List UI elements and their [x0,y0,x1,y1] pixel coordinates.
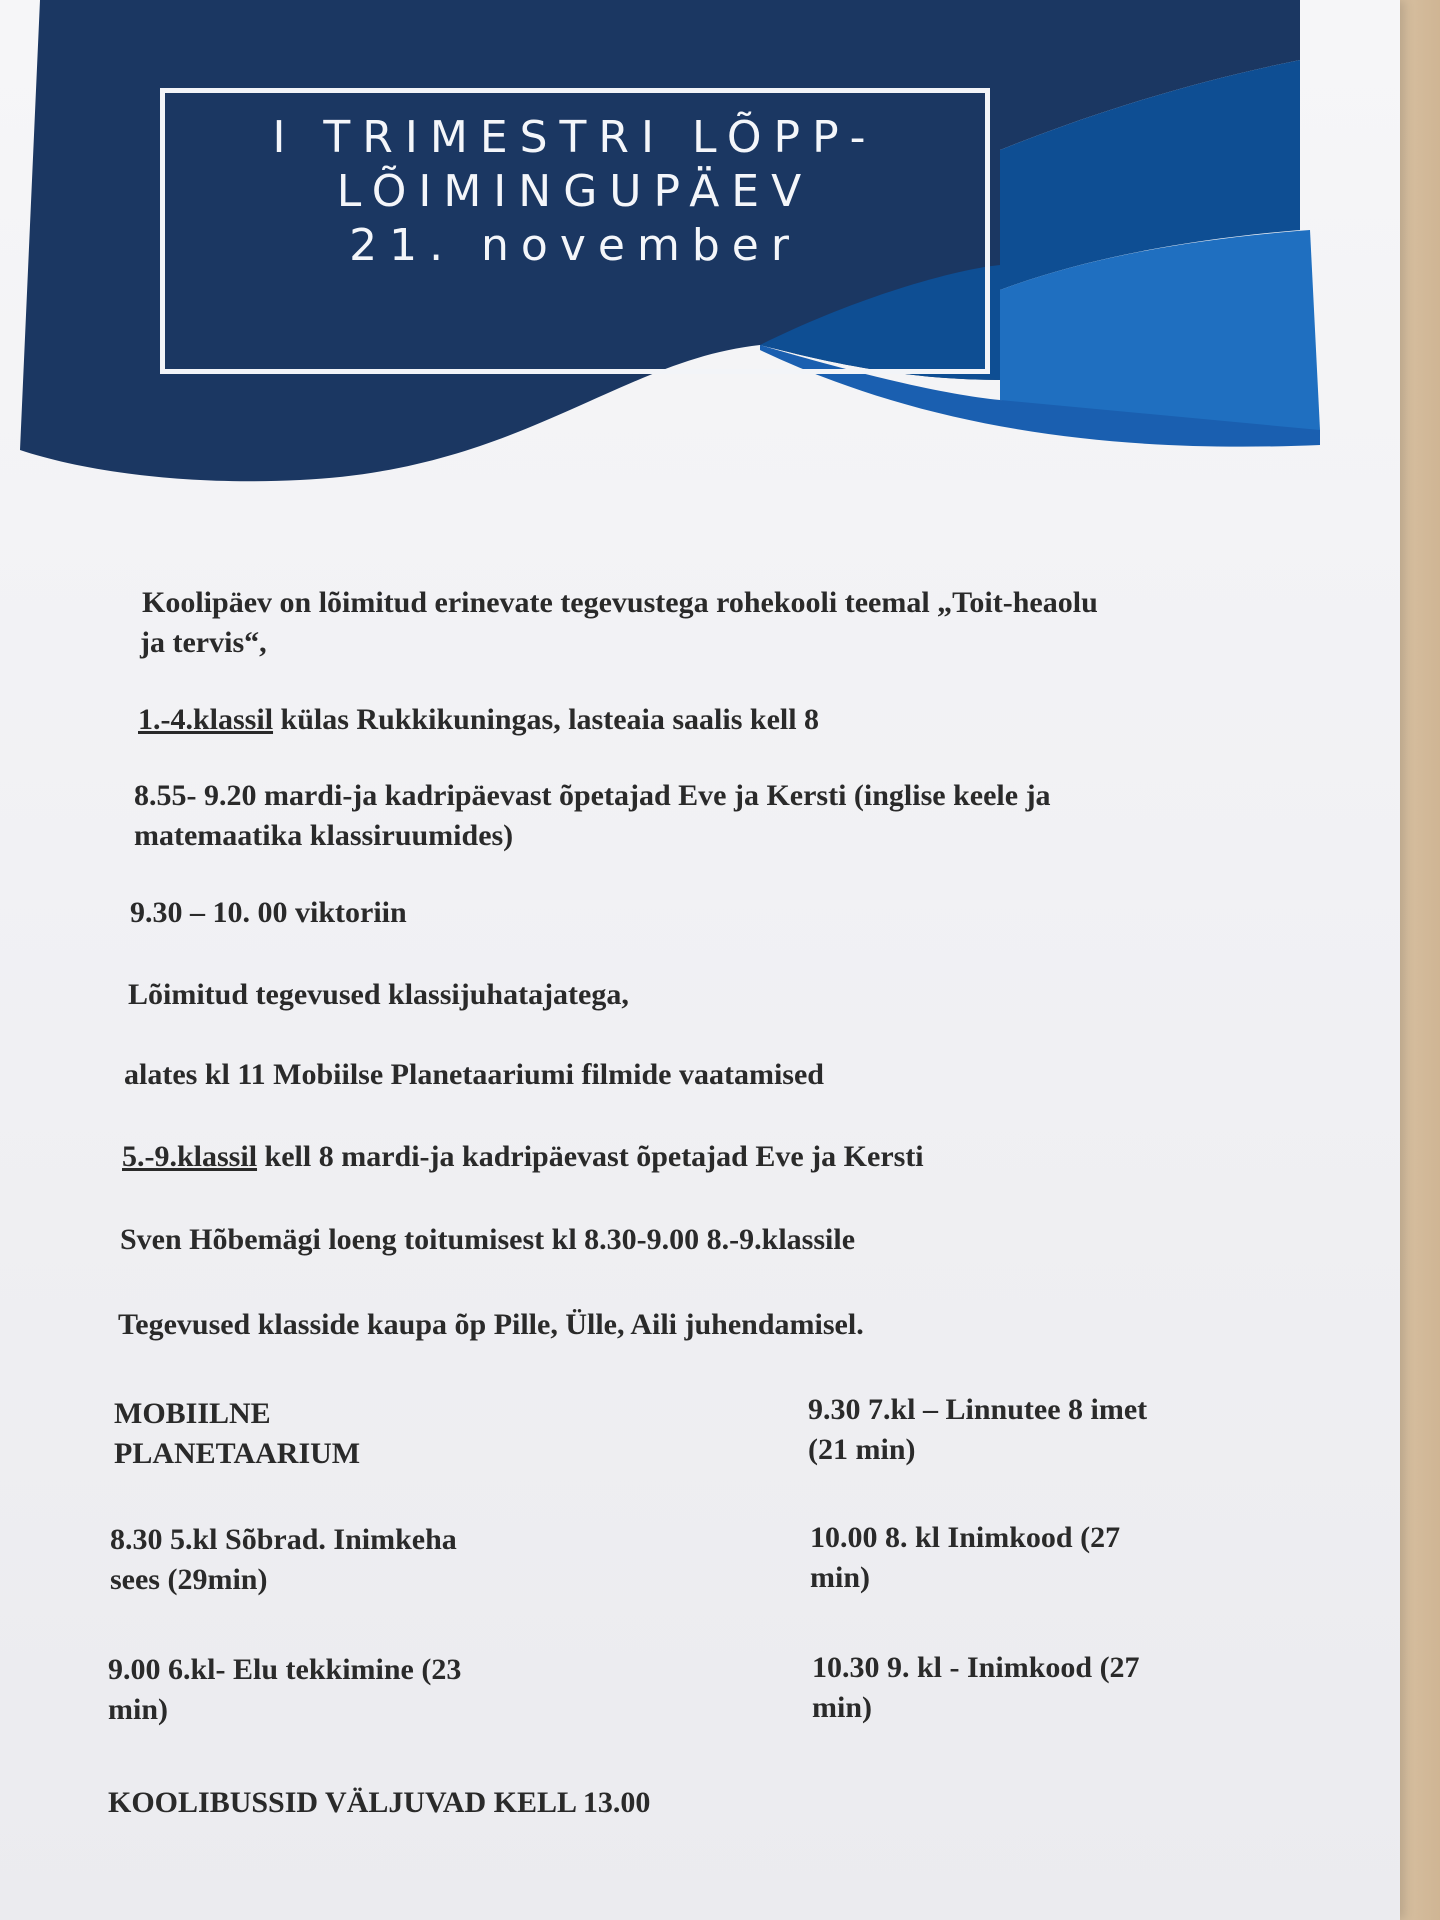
grade-5-9-line [122,1137,924,1177]
title-date: 21. november [349,220,801,271]
planetarium-heading [114,1394,360,1474]
grade-5-9-label: 5.-9.klassil [122,1140,258,1173]
schedule-item-4: Lõimitud tegevused klassijuhatajatega, [128,978,629,1011]
grade-1-4-label: 1.-4.klassil [138,703,274,736]
grade-1-4-text: külas Rukkikuningas, lasteaia saalis kell 8 [273,703,820,736]
title-line-2: LÕIMINGUPÄEV [336,166,814,217]
intro-line-2: ja tervis“, [140,626,267,659]
planetarium-heading-line-1: MOBIILNE [114,1397,271,1430]
planetarium-left-item-2: 9.00 6.kl- Elu tekkimine (23 min) [108,1653,462,1726]
title-frame [160,88,990,374]
title-line-1: I TRIMESTRI LÕPP- [272,112,878,163]
intro-line-1: Koolipäev on lõimitud erinevate tegevustega rohekooli teemal „Toit-heaolu [142,586,1098,619]
planetarium-right-item-2: 10.00 8. kl Inimkood (27 min) [810,1521,1121,1594]
schedule-item-2-line-1: 8.55- 9.20 mardi-ja kadripäevast õpetajad Eve ja Kersti (inglise keele ja [134,779,1051,812]
schedule-item-5: alates kl 11 Mobiilse Planetaariumi filmide vaatamised [124,1058,824,1091]
grade-1-4-line [138,700,819,740]
bus-notice: KOOLIBUSSID VÄLJUVAD KELL 13.00 [108,1786,651,1819]
planetarium-heading-line-2: PLANETAARIUM [114,1437,361,1470]
schedule-item-3: 9.30 – 10. 00 viktoriin [130,896,407,929]
planetarium-right-item-3: 10.30 9. kl - Inimkood (27 min) [812,1651,1140,1724]
planetarium-right-item-1: 9.30 7.kl – Linnutee 8 imet (21 min) [808,1393,1148,1466]
planetarium-left-item-1: 8.30 5.kl Sõbrad. Inimkeha sees (29min) [110,1523,457,1596]
schedule-item-8: Tegevused klasside kaupa õp Pille, Ülle, Aili juhendamisel. [118,1308,864,1341]
grade-5-9-text: kell 8 mardi-ja kadripäevast õpetajad Eve ja Kersti [257,1140,924,1173]
schedule-item-2-line-2: matemaatika klassiruumides) [134,819,514,852]
schedule-item-7: Sven Hõbemägi loeng toitumisest kl 8.30-9.00 8.-9.klassile [120,1223,856,1256]
